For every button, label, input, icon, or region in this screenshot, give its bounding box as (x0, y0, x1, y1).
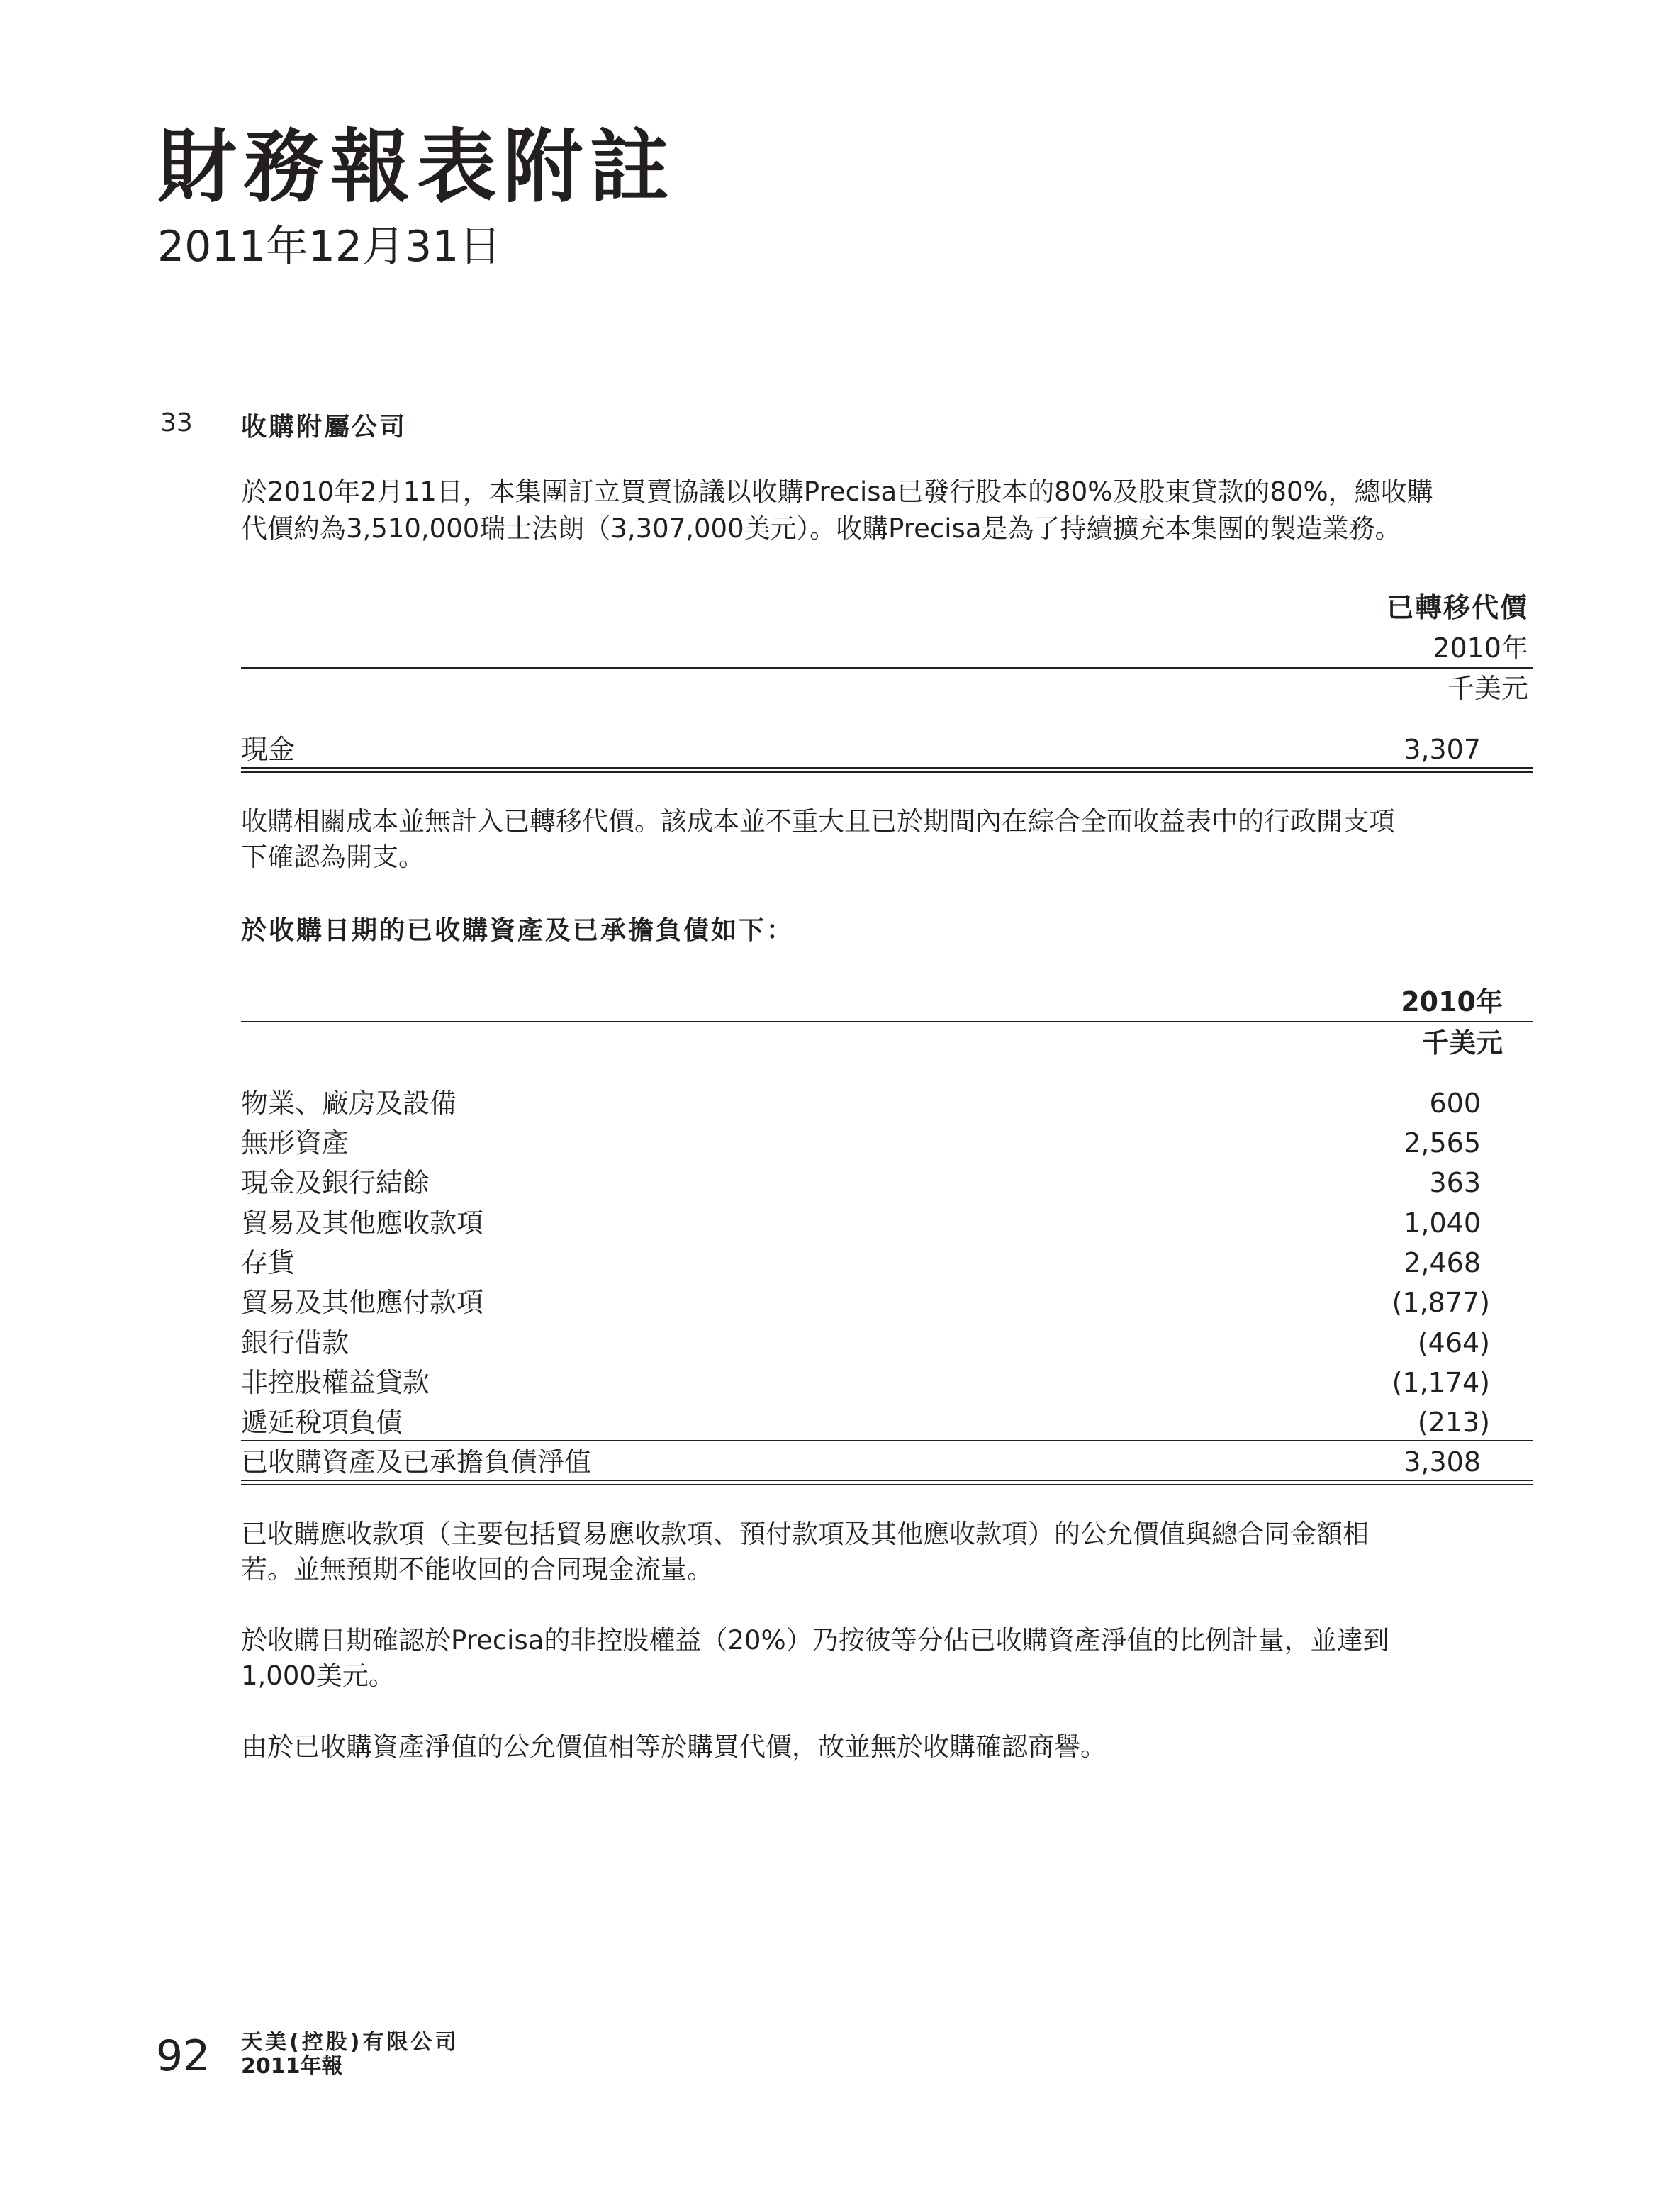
receivables-note-line-2: 若。並無預期不能收回的合同現金流量。 (241, 1554, 713, 1585)
consideration-row-label: 現金 (241, 734, 296, 765)
asset-row-label: 貿易及其他應收款項 (241, 1207, 484, 1239)
asset-row-value: 1,040 (1404, 1207, 1481, 1239)
asset-row-label: 無形資產 (241, 1127, 349, 1159)
consideration-header-rule (241, 667, 1533, 669)
asset-row-value: 2,565 (1404, 1127, 1481, 1159)
asset-row-value: (1,174) (1391, 1367, 1490, 1398)
nci-note-line-1: 於收購日期確認於Precisa的非控股權益（20%）乃按彼等分佔已收購資產淨值的比例計量，並達到 (241, 1625, 1389, 1656)
asset-row-label: 遞延稅項負債 (241, 1407, 403, 1438)
section-title: 收購附屬公司 (241, 413, 408, 442)
asset-row-label: 存貨 (241, 1247, 296, 1278)
assets-header-rule (241, 1021, 1533, 1022)
intro-line-2: 代價約為3,510,000瑞士法朗（3,307,000美元）。收購Precisa是為了持續擴充本集團的製造業務。 (241, 513, 1401, 544)
asset-row-value: 2,468 (1404, 1247, 1481, 1278)
footer-report: 2011年報 (241, 2054, 343, 2079)
asset-row-label: 現金及銀行結餘 (241, 1167, 430, 1198)
consideration-row-value: 3,307 (1404, 734, 1481, 765)
goodwill-note: 由於已收購資產淨值的公允價值相等於購買代價，故並無於收購確認商譽。 (241, 1731, 1107, 1762)
page-number: 92 (156, 2031, 211, 2081)
consideration-total-rule (241, 767, 1533, 773)
assets-total-value: 3,308 (1404, 1446, 1481, 1478)
receivables-note-line-1: 已收購應收款項（主要包括貿易應收款項、預付款項及其他應收款項）的公允價值與總合同金額相 (241, 1519, 1369, 1549)
cost-note-line-2: 下確認為開支。 (241, 842, 425, 872)
asset-row-value: (1,877) (1391, 1287, 1490, 1318)
asset-row-value: (213) (1417, 1407, 1490, 1438)
cost-note-line-1: 收購相關成本並無計入已轉移代價。該成本並不重大且已於期間內在綜合全面收益表中的行政開支項 (241, 806, 1395, 837)
consideration-col-unit: 千美元 (1447, 673, 1528, 704)
assets-heading: 於收購日期的已收購資產及已承擔負債如下： (241, 916, 795, 945)
asset-row-value: 600 (1429, 1088, 1481, 1119)
asset-row-label: 物業、廠房及設備 (241, 1088, 457, 1119)
consideration-col-title: 已轉移代價 (1386, 592, 1528, 623)
section-number: 33 (160, 408, 193, 437)
asset-row-label: 非控股權益貸款 (241, 1367, 430, 1398)
page-title: 財務報表附註 (157, 121, 676, 213)
asset-row-value: (464) (1417, 1327, 1490, 1358)
assets-col-unit: 千美元 (1421, 1027, 1503, 1059)
assets-col-year: 2010年 (1401, 986, 1503, 1017)
footer-company: 天美(控股)有限公司 (241, 2030, 459, 2055)
assets-total-label: 已收購資產及已承擔負債淨值 (241, 1446, 592, 1478)
consideration-col-year: 2010年 (1433, 632, 1528, 664)
nci-note-line-2: 1,000美元。 (241, 1660, 395, 1691)
asset-row-label: 貿易及其他應付款項 (241, 1287, 484, 1318)
assets-subtotal-rule (241, 1440, 1533, 1441)
asset-row-label: 銀行借款 (241, 1327, 349, 1358)
page-date: 2011年12月31日 (157, 222, 502, 272)
assets-total-rule (241, 1480, 1533, 1485)
intro-line-1: 於2010年2月11日，本集團訂立買賣協議以收購Precisa已發行股本的80%及股東貸款的80%，總收購 (241, 476, 1433, 507)
asset-row-value: 363 (1429, 1167, 1481, 1198)
